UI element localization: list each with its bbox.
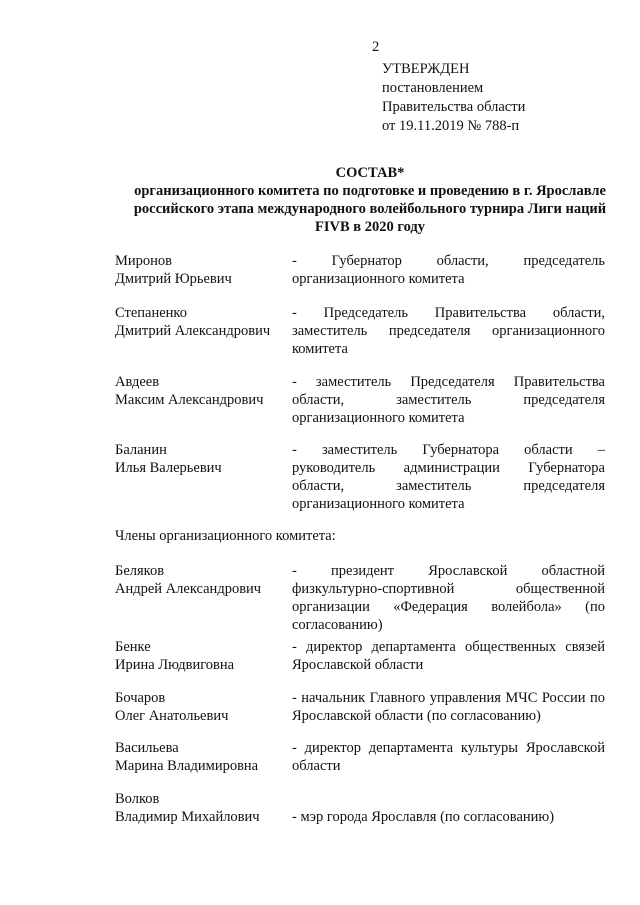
title-line: FIVB в 2020 году — [315, 219, 425, 235]
person-name — [115, 441, 290, 477]
members-heading: Члены организационного комитета: — [115, 528, 336, 544]
approval-stamp — [382, 60, 622, 136]
approval-line: постановлением — [382, 80, 484, 96]
given-name: Марина Владимировна — [115, 758, 259, 774]
given-name: Дмитрий Юрьевич — [115, 271, 232, 287]
surname: Бенке — [115, 639, 151, 655]
person-name — [115, 638, 290, 674]
person-role: - заместитель Губернатора области – руководитель администрации Губернатора области, заместитель председателя организационного комитета — [292, 442, 605, 512]
person-name — [115, 739, 290, 775]
person-role: - директор департамента общественных связей Ярославской области — [292, 639, 605, 673]
surname: Васильева — [115, 740, 179, 756]
person-name — [115, 252, 290, 288]
title-line: СОСТАВ* — [335, 165, 405, 181]
surname: Авдеев — [115, 374, 160, 390]
person-role: - мэр города Ярославля (по согласованию) — [292, 809, 555, 825]
given-name: Андрей Александрович — [115, 581, 262, 597]
approval-line: УТВЕРЖДЕН — [382, 61, 470, 77]
person-role: - Председатель Правительства области, заместитель председателя организационного комитета — [292, 305, 605, 357]
person-role: - начальник Главного управления МЧС России по Ярославской области (по согласованию) — [292, 690, 605, 724]
surname: Беляков — [115, 563, 165, 579]
surname: Степаненко — [115, 305, 187, 321]
person-name — [115, 689, 290, 725]
surname: Баланин — [115, 442, 167, 458]
given-name: Ирина Людвиговна — [115, 657, 235, 673]
given-name: Владимир Михайлович — [115, 809, 260, 825]
document-title — [90, 164, 640, 236]
approval-line: от 19.11.2019 № 788-п — [382, 118, 520, 134]
given-name: Максим Александрович — [115, 392, 264, 408]
approval-line: Правительства области — [382, 99, 526, 115]
person-role: - президент Ярославской областной физкультурно-спортивной общественной организации «Федерация волейбола» (по согласованию) — [292, 563, 605, 633]
given-name: Олег Анатольевич — [115, 708, 229, 724]
title-line: организационного комитета по подготовке и проведению в г. Ярославле — [134, 183, 606, 199]
given-name: Илья Валерьевич — [115, 460, 222, 476]
person-name — [115, 562, 290, 598]
person-name — [115, 373, 290, 409]
person-role: - заместитель Председателя Правительства области, заместитель председателя организационного комитета — [292, 374, 605, 426]
person-name — [115, 304, 290, 340]
person-name — [115, 790, 290, 826]
surname: Бочаров — [115, 690, 166, 706]
given-name: Дмитрий Александрович — [115, 323, 271, 339]
surname: Миронов — [115, 253, 173, 269]
person-role: - директор департамента культуры Ярославской области — [292, 740, 605, 774]
surname: Волков — [115, 791, 160, 807]
page-number: 2 — [372, 39, 380, 55]
person-role: - Губернатор области, председатель организационного комитета — [292, 253, 605, 287]
title-line: российского этапа международного волейбольного турнира Лиги наций — [133, 201, 607, 217]
